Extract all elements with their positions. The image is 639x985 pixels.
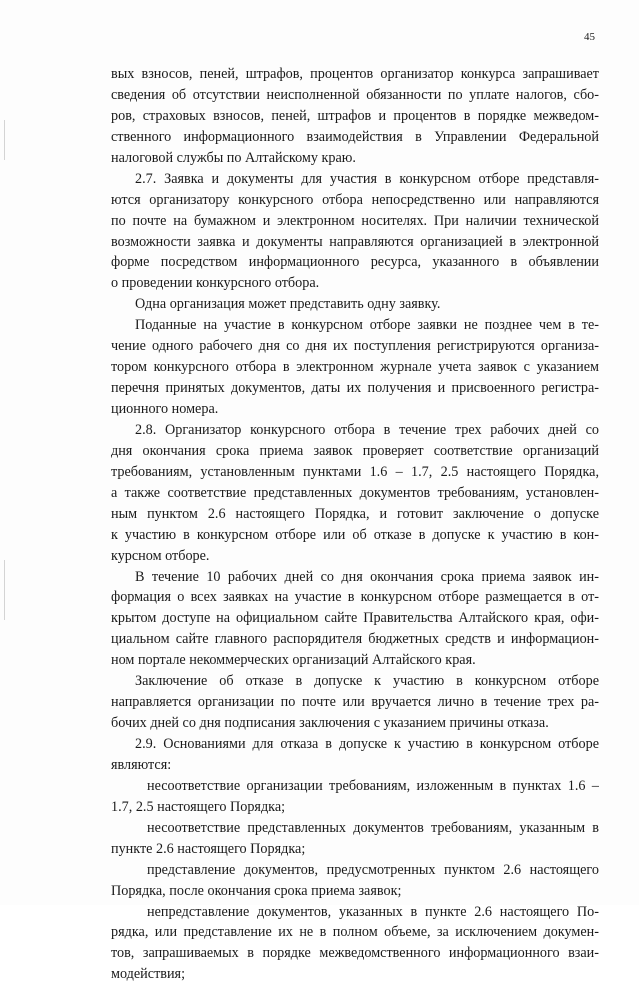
text-line: Порядка, после окончания срока приема заявок;	[111, 882, 402, 899]
text-line: представление документов, предусмотренных пунктом 2.6 настоящего	[147, 861, 599, 878]
text-line: крытом доступе на официальном сайте Правительства Алтайского края, офи-	[111, 610, 599, 627]
text-line: Поданные на участие в конкурсном отборе заявки не позднее чем в те-	[135, 317, 599, 334]
text-line: 2.8. Организатор конкурсного отбора в течение трех рабочих дней со	[135, 421, 599, 438]
text-line: 2.7. Заявка и документы для участия в конкурсном отборе представля-	[135, 170, 599, 187]
text-line: к участию в конкурсном отборе или об отказе в допуске к участию в кон-	[111, 526, 599, 543]
text-line: ственного информационного взаимодействия в Управлении Федеральной	[111, 128, 599, 145]
text-line: 1.7, 2.5 настоящего Порядка;	[111, 798, 286, 815]
text-line: вых взносов, пеней, штрафов, процентов организатор конкурса запрашивает	[111, 66, 599, 82]
text-line: несоответствие организации требованиям, изложенным в пунктах 1.6 –	[147, 777, 599, 794]
text-line: Заключение об отказе в допуске к участию в конкурсном отборе	[135, 673, 599, 690]
text-line: возможности заявка и документы направляются организацией в электронной	[111, 233, 599, 250]
scan-edge-mark	[4, 120, 5, 160]
text-line: чение одного рабочего дня со дня их поступления регистрируются организа-	[111, 338, 599, 355]
text-line: рядка, или представление их не в полном объеме, за исключением докумен-	[111, 924, 599, 941]
text-line: налоговой службы по Алтайскому краю.	[111, 149, 356, 166]
text-line: о проведении конкурсного отбора.	[111, 275, 320, 292]
text-line: 2.9. Основаниями для отказа в допуске к участию в конкурсном отборе	[135, 736, 599, 752]
text-line: курсном отборе.	[111, 547, 210, 564]
text-line: сведения об отсутствии неисполненной обязанности по уплате налогов, сбо-	[111, 86, 599, 103]
text-line: ются организатору конкурсного отбора непосредственно или направляются	[111, 191, 599, 208]
text-line: перечня принятых документов, даты их получения и присвоенного регистра-	[111, 380, 599, 397]
text-line: ров, страховых взносов, пеней, штрафов и процентов в порядке межведом-	[111, 107, 599, 124]
text-line: являются:	[111, 756, 172, 773]
document-body	[111, 64, 599, 985]
page-number: 45	[584, 31, 595, 43]
text-line: ным пунктом 2.6 настоящего Порядка, и готовит заключение о допуске	[111, 505, 599, 522]
text-line: модействия;	[111, 966, 186, 983]
text-line: а также соответствие представленных документов требованиям, установлен-	[111, 484, 599, 501]
text-line: тором конкурсного отбора в электронном журнале учета заявок с указанием	[111, 359, 599, 376]
text-line: направляется организации по почте или вручается лично в течение трех ра-	[111, 694, 599, 711]
text-line: В течение 10 рабочих дней со дня окончания срока приема заявок ин-	[135, 568, 599, 585]
text-line: Одна организация может представить одну заявку.	[135, 296, 441, 313]
text-line: дня окончания срока приема заявок проверяет соответствие организаций	[111, 442, 599, 459]
text-line: непредставление документов, указанных в пункте 2.6 настоящего По-	[147, 903, 599, 920]
text-line: несоответствие представленных документов требованиям, указанным в	[147, 819, 599, 836]
text-line: пункте 2.6 настоящего Порядка;	[111, 840, 306, 857]
text-line: форме посредством информационного ресурса, указанного в объявлении	[111, 254, 599, 271]
text-line: по почте на бумажном и электронном носителях. При наличии технической	[111, 212, 599, 229]
text-line: ном портале некоммерческих организаций Алтайского края.	[111, 652, 476, 669]
text-line: формация о всех заявках на участие в конкурсном отборе размещается в от-	[111, 589, 599, 606]
scan-edge-mark	[4, 560, 5, 620]
text-line: бочих дней со дня подписания заключения с указанием причины отказа.	[111, 715, 549, 732]
text-line: циальном сайте главного распорядителя бюджетных средств и информацион-	[111, 631, 599, 648]
text-line: тов, запрашиваемых в порядке межведомственного информационного взаи-	[111, 945, 599, 962]
text-line: требованиям, установленным пунктами 1.6 – 1.7, 2.5 настоящего Порядка,	[111, 463, 599, 480]
text-line: ционного номера.	[111, 401, 219, 417]
